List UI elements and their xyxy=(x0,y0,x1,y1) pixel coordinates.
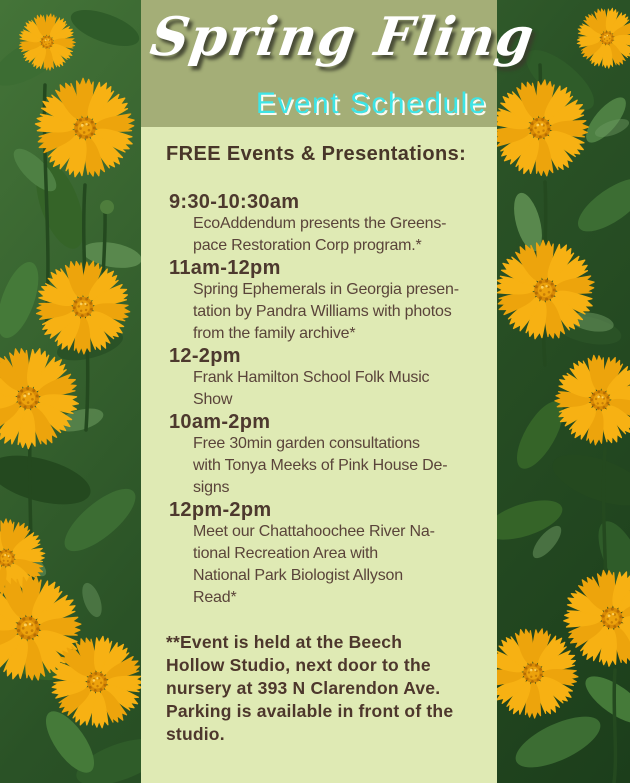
event-description-line: with Tonya Meeks of Pink House De- xyxy=(193,457,448,474)
event-time: 12-2pm xyxy=(169,345,241,367)
section-heading: FREE Events & Presentations: xyxy=(166,143,467,165)
event-description-line: Frank Hamilton School Folk Music xyxy=(193,369,430,386)
event-description-line: Free 30min garden consultations xyxy=(193,435,420,452)
flyer-title: Spring Fling xyxy=(146,6,539,68)
footnote-line: Parking is available in front of the xyxy=(166,701,454,721)
schedule-panel xyxy=(141,127,497,783)
footnote-line: Hollow Studio, next door to the xyxy=(166,655,431,675)
event-item xyxy=(141,191,497,257)
event-item xyxy=(141,345,497,411)
event-item xyxy=(141,257,497,345)
event-description-line: Meet our Chattahoochee River Na- xyxy=(193,523,435,540)
event-description-line: pace Restoration Corp program.* xyxy=(193,237,422,254)
event-time: 11am-12pm xyxy=(169,257,281,279)
event-time: 12pm-2pm xyxy=(169,499,272,521)
event-description-line: signs xyxy=(193,479,230,496)
event-description-line: Spring Ephemerals in Georgia presen- xyxy=(193,281,459,298)
event-time: 9:30-10:30am xyxy=(169,191,300,213)
footnote-line: nursery at 393 N Clarendon Ave. xyxy=(166,678,441,698)
footnote xyxy=(166,631,497,746)
event-description-line: Show xyxy=(193,391,233,408)
event-item xyxy=(141,499,497,609)
event-description-line: National Park Biologist Allyson xyxy=(193,567,403,584)
footnote-line: studio. xyxy=(166,724,225,744)
flyer-subtitle: Event Schedule xyxy=(255,87,487,120)
header-band xyxy=(141,0,539,127)
event-time: 10am-2pm xyxy=(169,411,271,433)
event-description-line: tional Recreation Area with xyxy=(193,545,378,562)
event-description-line: EcoAddendum presents the Greens- xyxy=(193,215,447,232)
event-description-line: tation by Pandra Williams with photos xyxy=(193,303,452,320)
event-item xyxy=(141,411,497,499)
event-description-line: Read* xyxy=(193,589,237,606)
event-description-line: from the family archive* xyxy=(193,325,356,342)
footnote-line: **Event is held at the Beech xyxy=(166,632,403,652)
